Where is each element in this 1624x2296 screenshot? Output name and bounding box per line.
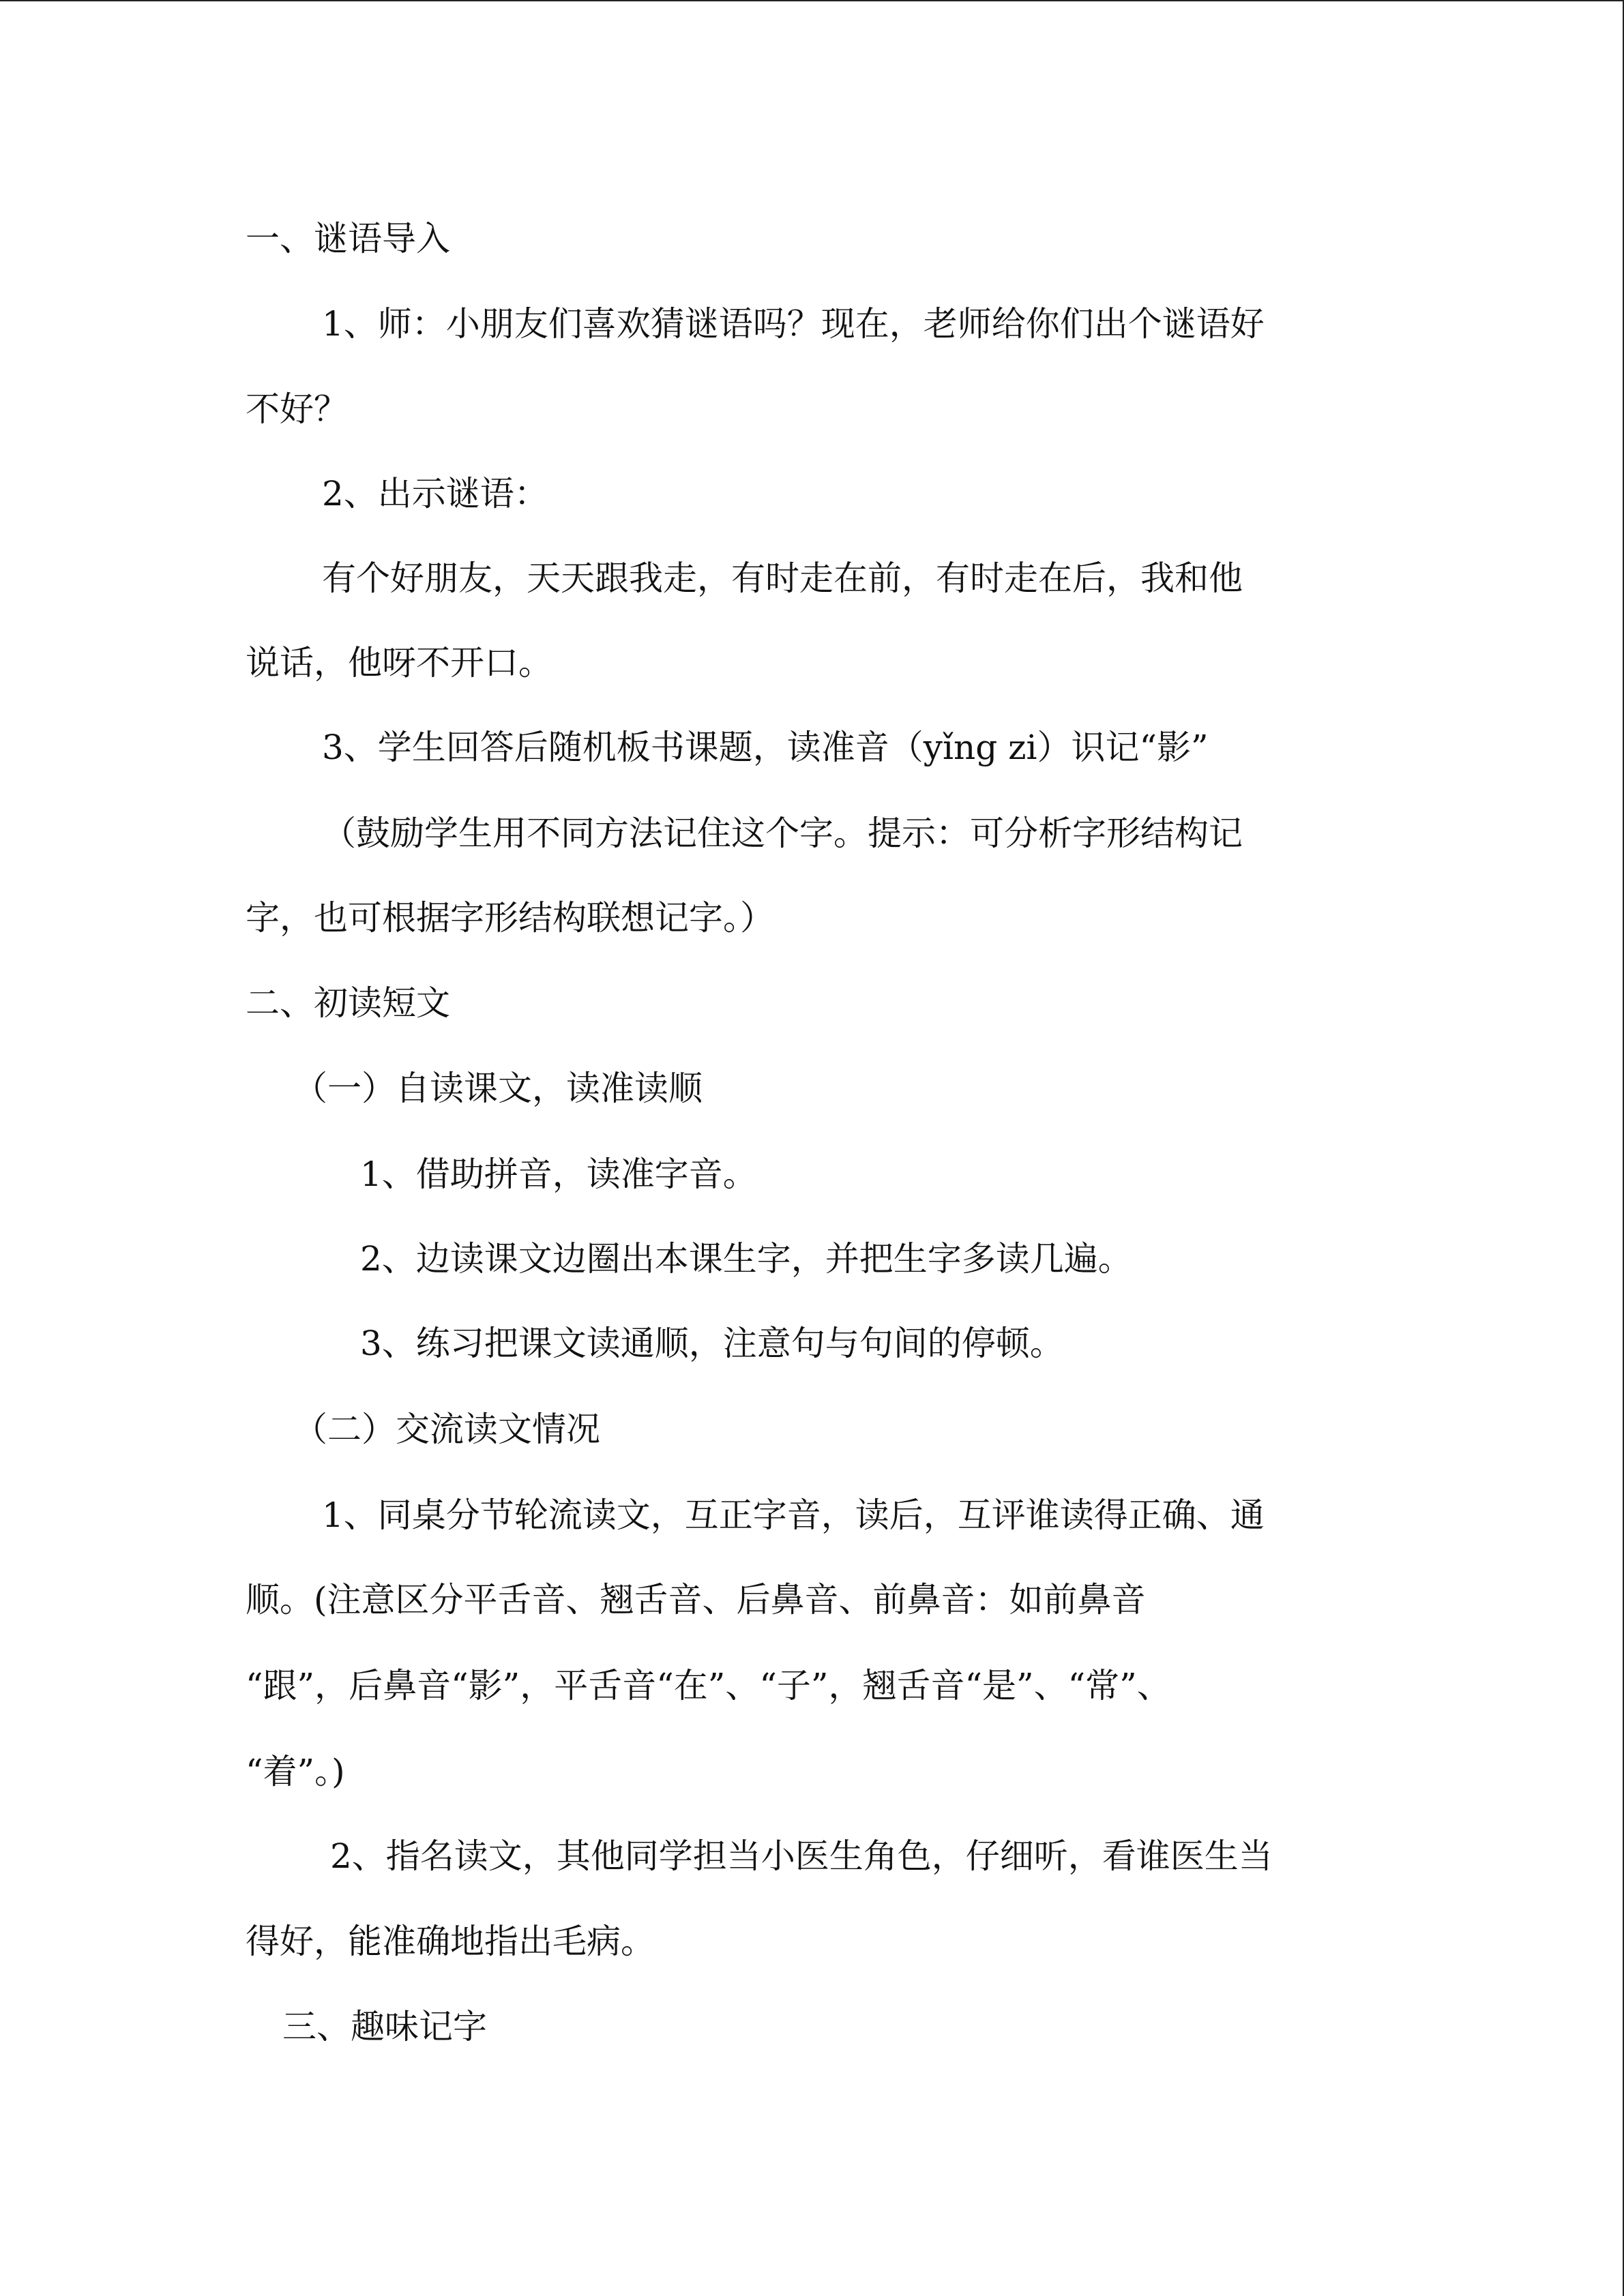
riddle-line: 有个好朋友，天天跟我走，有时走在前，有时走在后，我和他 xyxy=(322,558,1243,598)
riddle-line: 说话，他呀不开口。 xyxy=(246,643,552,683)
paragraph-line: “跟”，后鼻音“影”，平舌音“在”、“子”，翘舌音“是”、“常”、 xyxy=(246,1666,1171,1705)
paragraph-line: 1、师：小朋友们喜欢猜谜语吗？现在，老师给你们出个谜语好 xyxy=(322,304,1265,344)
list-item: 3、练习把课文读通顺，注意句与句间的停顿。 xyxy=(360,1324,1064,1363)
paragraph-line: 顺。(注意区分平舌音、翘舌音、后鼻音、前鼻音：如前鼻音 xyxy=(246,1580,1146,1620)
paragraph-line: “着”。) xyxy=(246,1752,345,1791)
paragraph-line: 不好？ xyxy=(246,389,348,429)
paragraph-line: （鼓励学生用不同方法记住这个字。提示：可分析字形结构记 xyxy=(322,814,1243,853)
heading-1: 一、谜语导入 xyxy=(246,219,450,258)
list-item: 1、借助拼音，读准字音。 xyxy=(360,1154,757,1194)
heading-3: 三、趣味记字 xyxy=(282,2007,487,2046)
heading-2: 二、初读短文 xyxy=(246,983,450,1023)
paragraph-line: 1、同桌分节轮流读文，互正字音，读后，互评谁读得正确、通 xyxy=(322,1495,1265,1535)
subheading: （二）交流读文情况 xyxy=(293,1410,600,1449)
paragraph-line: 2、出示谜语： xyxy=(322,474,548,513)
paragraph-line: 得好，能准确地指出毛病。 xyxy=(246,1922,655,1961)
subheading: （一）自读课文，读准读顺 xyxy=(293,1069,703,1108)
paragraph-line: 2、指名读文，其他同学担当小医生角色，仔细听，看谁医生当 xyxy=(330,1836,1273,1876)
list-item: 2、边读课文边圈出本课生字，并把生字多读几遍。 xyxy=(360,1239,1132,1279)
paragraph-line: 3、学生回答后随机板书课题，读准音（yǐng zi）识记“影” xyxy=(322,728,1209,767)
paragraph-line: 字，也可根据字形结构联想记字。） xyxy=(246,898,774,938)
